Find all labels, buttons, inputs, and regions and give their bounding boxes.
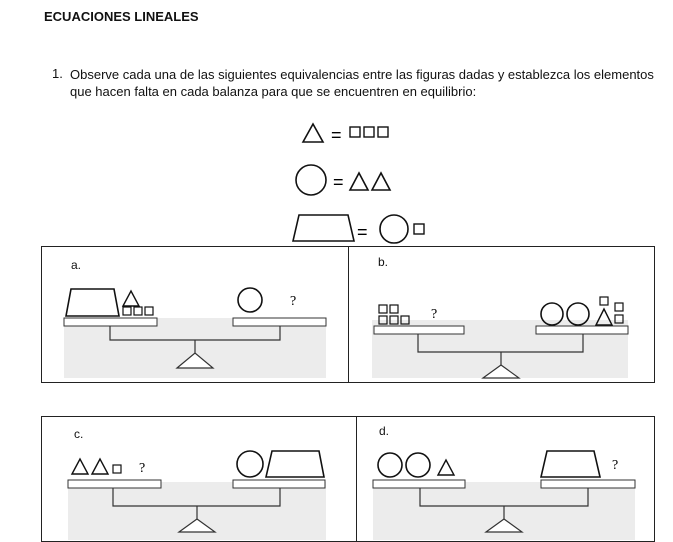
circle-icon (378, 453, 402, 477)
panel-label-c: c. (74, 427, 84, 441)
left-pan (373, 480, 465, 488)
panel-label-b: b. (378, 255, 389, 269)
panel-label-d: d. (379, 424, 390, 438)
equals-sign-2: = (333, 172, 344, 192)
question-mark-c: ? (139, 461, 146, 476)
page-title: ECUACIONES LINEALES (44, 9, 199, 24)
trapezoid-icon (541, 451, 600, 477)
question-mark-a: ? (290, 294, 297, 309)
question-mark-d: ? (612, 458, 619, 473)
triangle-icon (438, 460, 454, 475)
panel-label-a: a. (71, 258, 82, 272)
equals-sign-1: = (331, 125, 342, 145)
right-pan (541, 480, 635, 488)
equals-sign-3: = (357, 222, 368, 242)
question-mark-b: ? (431, 307, 438, 322)
question-number: 1. (52, 66, 63, 81)
circle-icon (406, 453, 430, 477)
question-text: Observe cada una de las siguientes equivalencias entre las figuras dadas y establezca los elementos que hacen falta en cada balanza para que se encuentren en equilibrio: (70, 67, 654, 99)
